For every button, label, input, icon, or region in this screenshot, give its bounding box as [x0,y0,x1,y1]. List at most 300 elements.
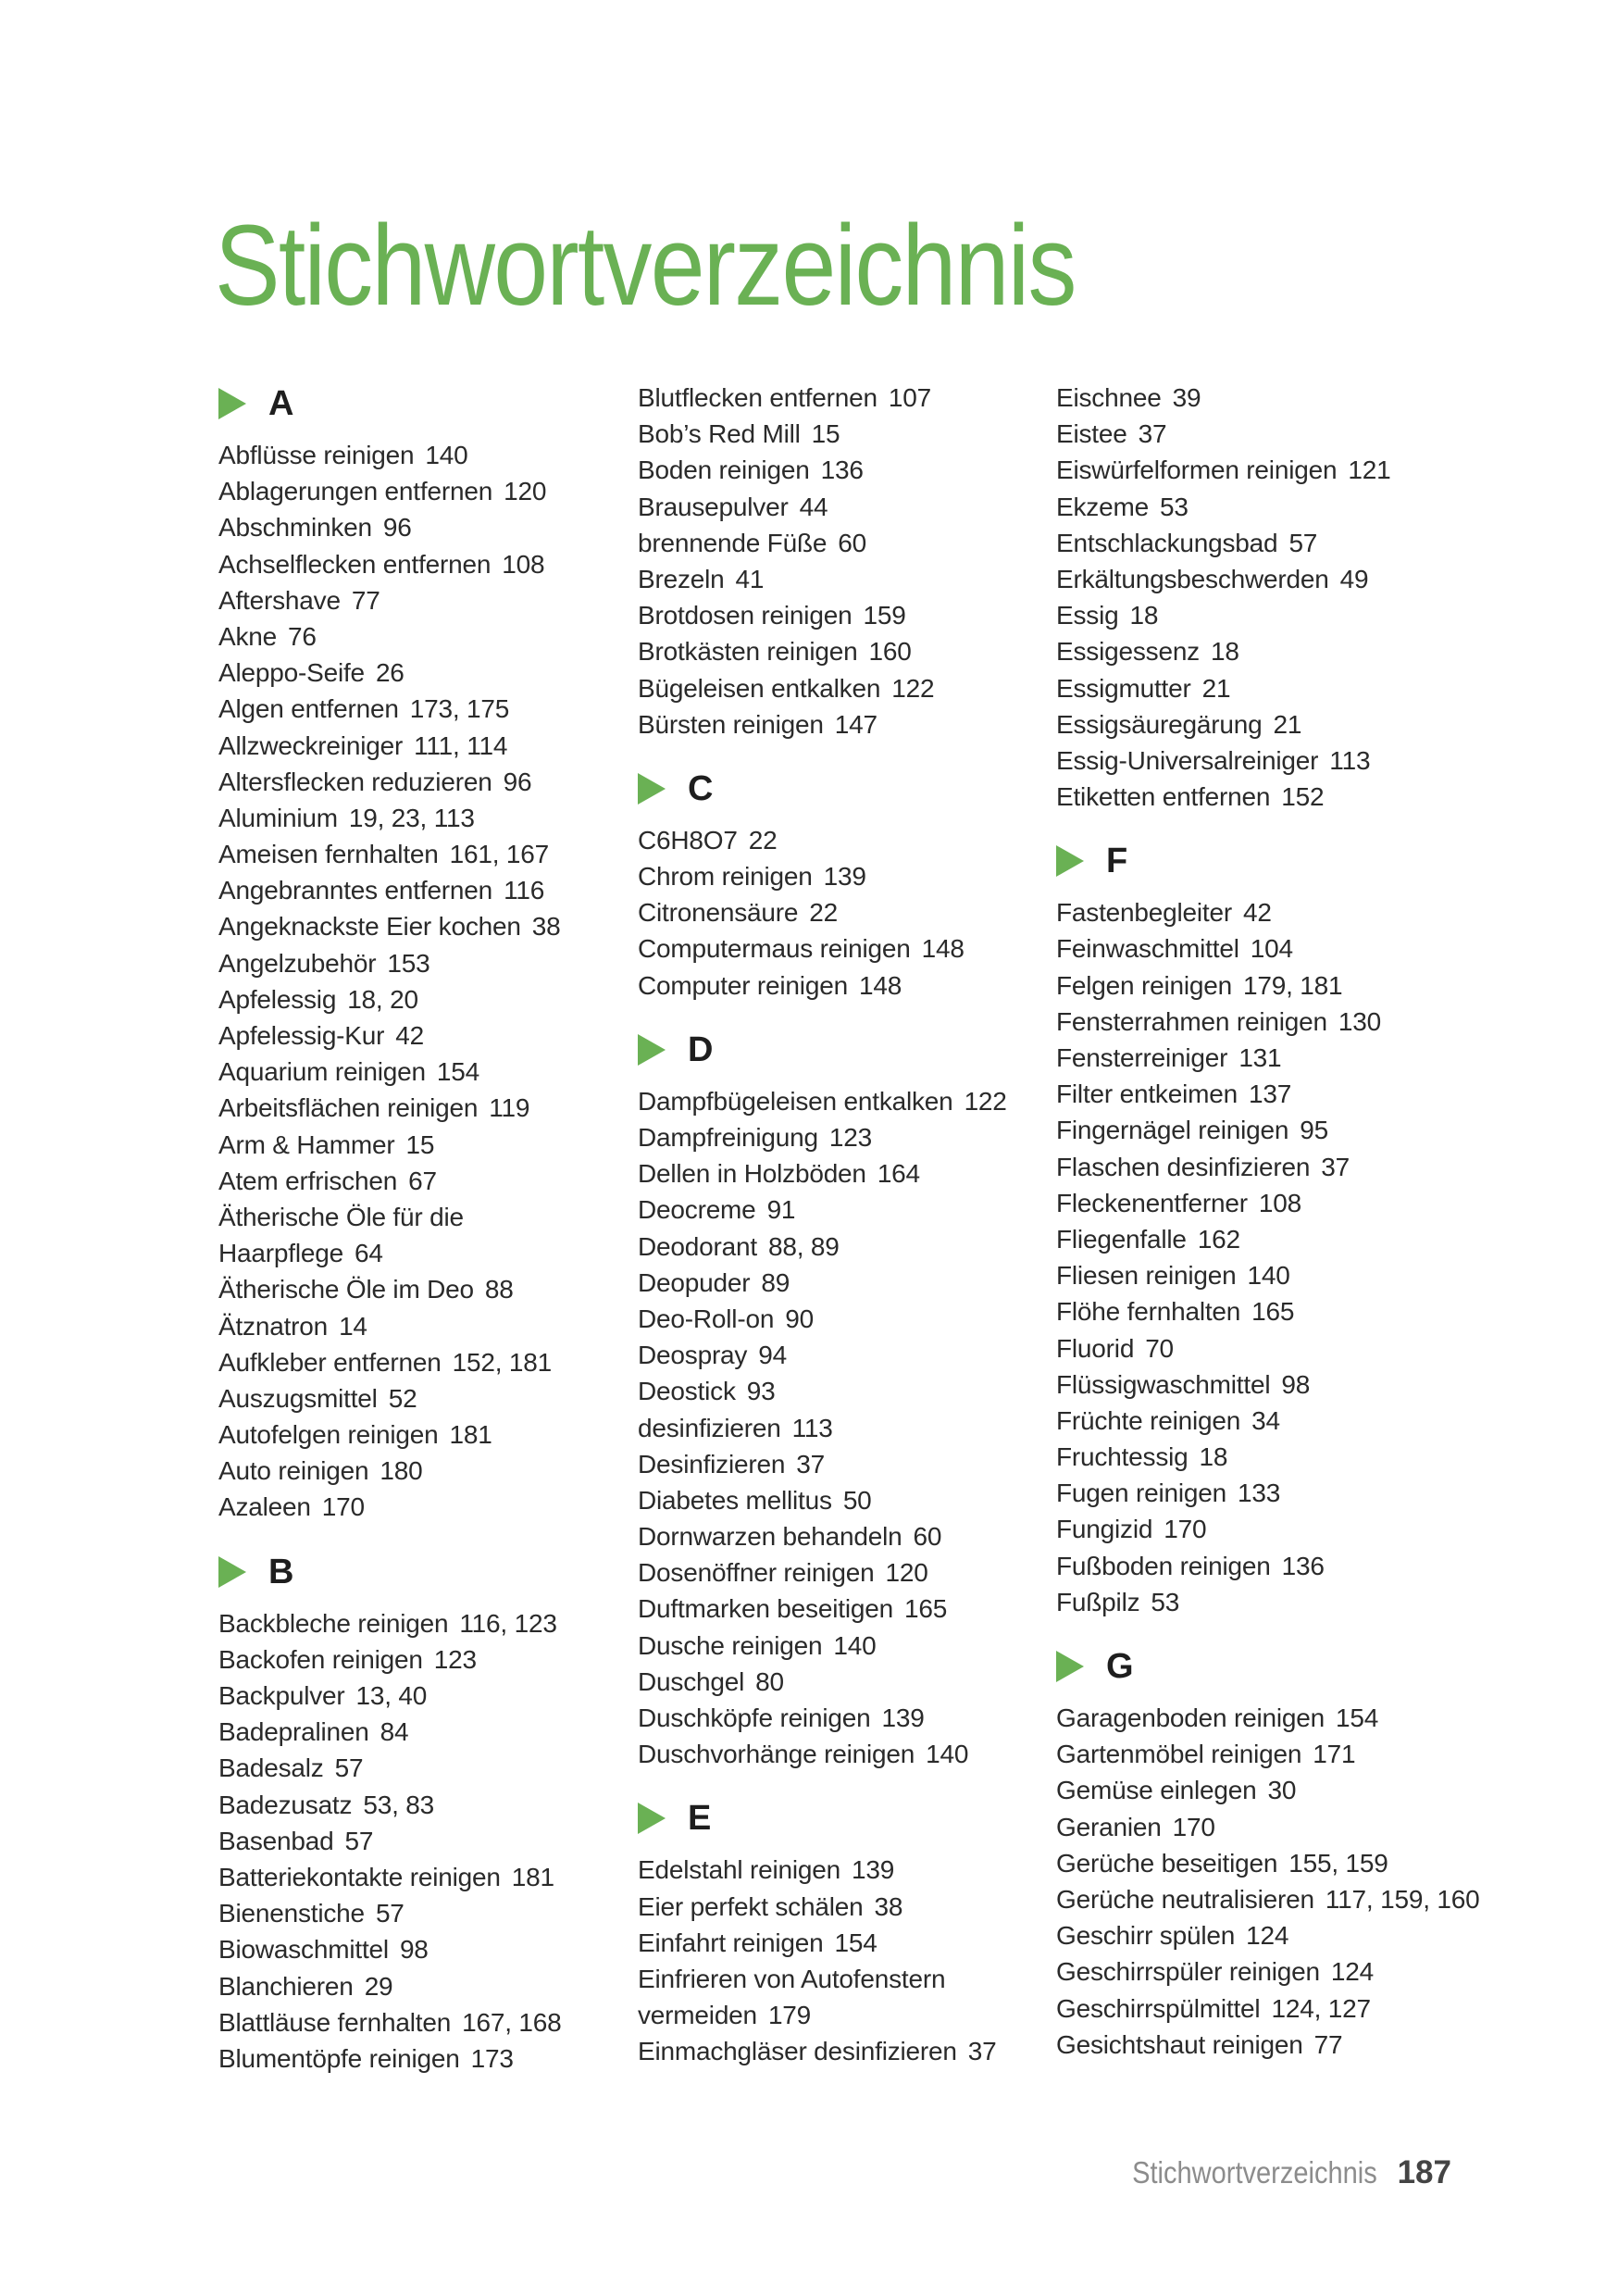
index-entry [218,1163,626,1199]
index-entry [218,1308,626,1344]
entry-term: Fliesen reinigen [1056,1261,1237,1291]
entry-pages: 30 [1267,1776,1297,1805]
entry-pages: 26 [375,658,404,688]
entry-pages: 76 [288,621,317,651]
entry-term: Bob’s Red Mill [638,419,801,449]
index-entry [638,1889,1045,1925]
entry-term: Ätherische Öle im Deo [218,1275,474,1304]
index-entry [638,1852,1045,1888]
index-entry [218,1199,626,1235]
entry-term: Eistee [1056,419,1127,449]
index-entry [1056,1772,1463,1808]
entry-term: Blanchieren [218,1971,354,2001]
triangle-arrow-icon [1056,1651,1084,1682]
entry-pages: 42 [395,1021,425,1050]
index-entry [218,800,626,836]
entry-pages: 140 [425,441,468,469]
entry-pages: 21 [1273,709,1302,739]
entry-term: Abschminken [218,513,372,543]
entry-pages: 15 [405,1129,435,1159]
entry-term: Essigmutter [1056,673,1191,703]
entry-pages: 170 [1172,1812,1215,1841]
index-entry [218,1714,626,1750]
index-entry [1056,1293,1463,1329]
entry-term: Fußpilz [1056,1587,1140,1616]
index-entry [1056,1990,1463,2027]
entry-pages: 57 [344,1826,374,1855]
entry-term: Arm & Hammer [218,1129,395,1159]
entry-term: Blumentöpfe reinigen [218,2043,460,2073]
index-entry [638,1925,1045,1961]
entry-pages: 57 [1288,528,1318,557]
index-entry [1056,1475,1463,1511]
index-entry [218,2004,626,2040]
index-entry [218,1931,626,1967]
index-entry [638,1482,1045,1518]
entry-term: Fastenbegleiter [1056,898,1233,928]
index-entry [218,2040,626,2077]
index-entry [218,945,626,981]
entry-pages: 164 [877,1159,920,1189]
entry-pages: 98 [399,1935,429,1965]
entry-term: Akne [218,621,278,651]
entry-pages: 152 [1281,782,1325,812]
entry-term: Dornwarzen behandeln [638,1522,902,1552]
index-entry [638,561,1045,597]
entry-pages: 173 [470,2043,514,2073]
entry-term: Entschlackungsbad [1056,528,1278,557]
entry-pages: 108 [1258,1188,1302,1217]
entry-pages: 67 [408,1166,437,1195]
entry-pages: 108 [502,549,545,579]
section-letter: B [268,1552,294,1591]
entry-pages: 38 [874,1891,903,1921]
section-header [638,1026,1045,1083]
entry-term: Altersflecken reduzieren [218,767,492,796]
entry-pages: 18 [1129,601,1159,630]
entry-term: Backpulver [218,1681,345,1710]
index-entry [1056,1953,1463,1990]
entry-pages: 44 [799,492,828,521]
entry-pages: 77 [1313,2029,1343,2059]
entry-term: Badesalz [218,1753,324,1783]
entry-term: brennende Füße [638,528,828,557]
entry-pages: 121 [1348,455,1391,485]
entry-pages: 117, 159, 160 [1325,1884,1480,1914]
entry-pages: 180 [380,1456,423,1486]
entry-term: Ätznatron [218,1311,329,1341]
entry-term: Fluorid [1056,1333,1135,1363]
index-entry [1056,1548,1463,1584]
entry-term: Badezusatz [218,1790,353,1819]
index-entry [1056,742,1463,779]
entry-term: Etiketten entfernen [1056,782,1271,812]
entry-term: Backofen reinigen [218,1644,423,1674]
index-entry [638,1265,1045,1301]
index-entry [1056,597,1463,633]
entry-term: Citronensäure [638,898,799,928]
triangle-arrow-icon [218,1556,246,1588]
entry-term: Früchte reinigen [1056,1405,1241,1435]
index-entry [1056,525,1463,561]
entry-pages: 153 [387,948,430,978]
entry-pages: 179 [767,2001,812,2030]
entry-pages: 37 [1138,419,1167,449]
entry-pages: 140 [926,1740,969,1769]
entry-term: Ätherische Öle für die [218,1202,464,1231]
triangle-arrow-icon [1056,845,1084,877]
entry-pages: 14 [339,1311,367,1341]
index-entry [638,1192,1045,1228]
section-header [638,765,1045,822]
index-entry [1056,706,1463,742]
entry-pages: 90 [785,1304,814,1333]
entry-term: Algen entfernen [218,694,399,724]
entry-pages: 94 [758,1341,787,1370]
entry-pages: 57 [334,1753,364,1783]
entry-term: Fingernägel reinigen [1056,1116,1289,1145]
index-entry [218,1787,626,1823]
index-entry [218,1344,626,1380]
entry-pages: 122 [964,1086,1007,1116]
entry-term: Duschvorhänge reinigen [638,1740,915,1769]
index-entry [218,1380,626,1416]
index-entry [218,1750,626,1786]
entry-pages: 124 [1246,1921,1289,1951]
entry-pages: 159 [863,601,906,630]
index-entry [638,1119,1045,1155]
index-entry [638,894,1045,930]
entry-term: Backbleche reinigen [218,1608,449,1638]
index-entry [638,858,1045,894]
entry-pages: 60 [913,1522,942,1552]
entry-term: Aufkleber entfernen [218,1347,442,1377]
entry-pages: 167, 168 [462,2007,562,2037]
entry-pages: 170 [1164,1515,1207,1544]
section-letter: A [268,384,294,423]
entry-pages: 88, 89 [767,1231,840,1261]
index-entry [1056,1511,1463,1547]
entry-pages: 21 [1201,673,1231,703]
index-entry [638,525,1045,561]
index-entry [1056,1439,1463,1475]
entry-term: Deo-Roll-on [638,1304,775,1333]
index-entry [638,597,1045,633]
index-entry [218,546,626,582]
entry-term: Gemüse einlegen [1056,1776,1257,1805]
index-entry [218,691,626,727]
index-entry [1056,489,1463,525]
entry-pages: 98 [1281,1369,1311,1399]
section-header [218,1548,626,1605]
entry-term: Deostick [638,1377,736,1406]
entry-pages: 96 [382,513,412,543]
entry-pages: 19, 23, 113 [348,803,475,832]
entry-pages: 154 [436,1057,479,1087]
index-entry [638,1155,1045,1192]
index-column-1 [218,380,626,2077]
index-entry [218,1859,626,1895]
entry-pages: 133 [1238,1479,1281,1508]
entry-pages: 57 [375,1899,404,1928]
index-entry [218,1895,626,1931]
entry-pages: 96 [503,767,532,796]
entry-pages: 15 [811,419,840,449]
entry-term: Dosenöffner reinigen [638,1558,875,1588]
entry-term: Allzweckreiniger [218,730,404,760]
entry-term: Flüssigwaschmittel [1056,1369,1271,1399]
entry-term: Desinfizieren [638,1449,786,1479]
index-entry [638,706,1045,742]
index-entry [218,1968,626,2004]
entry-pages: 154 [1336,1703,1379,1732]
entry-pages: 152, 181 [452,1347,552,1377]
triangle-arrow-icon [218,388,246,419]
entry-pages: 179, 181 [1243,970,1343,1000]
entry-pages: 148 [921,934,965,964]
index-entry [638,452,1045,488]
index-entry [638,1373,1045,1409]
entry-term: Dusche reinigen [638,1630,823,1660]
entry-term: Essig-Universalreiniger [1056,745,1319,775]
entry-pages: 124 [1330,1957,1374,1987]
entry-term: Boden reinigen [638,455,810,485]
index-entry [1056,1330,1463,1366]
entry-term: Essigessenz [1056,637,1200,667]
entry-pages: 80 [755,1666,784,1696]
entry-pages: 120 [885,1558,928,1588]
index-entry [1056,670,1463,706]
triangle-arrow-icon [638,773,666,805]
entry-pages: 120 [504,477,547,506]
index-entry [218,764,626,800]
index-entry [218,1678,626,1714]
index-entry [638,1997,1045,2033]
entry-term: Blattläuse fernhalten [218,2007,452,2037]
entry-pages: 113 [1329,745,1371,775]
entry-pages: 89 [761,1267,790,1297]
index-entry [1056,561,1463,597]
entry-pages: 171 [1313,1740,1356,1769]
entry-term: Biowaschmittel [218,1935,389,1965]
index-entry [218,618,626,655]
entry-term: desinfizieren [638,1413,781,1442]
entry-term: Edelstahl reinigen [638,1855,840,1885]
index-entry [218,728,626,764]
index-entry [638,1700,1045,1736]
entry-term: Deopuder [638,1267,751,1297]
index-entry [218,1090,626,1126]
entry-pages: 170 [321,1492,365,1522]
index-entry [638,633,1045,669]
index-column-2 [638,380,1045,2070]
index-entry [638,1229,1045,1265]
entry-pages: 139 [881,1703,925,1732]
index-entry [1056,1736,1463,1772]
index-entry [1056,1366,1463,1403]
section-header [218,380,626,437]
entry-term: Brezeln [638,564,725,593]
entry-term: Einfahrt reinigen [638,1928,824,1957]
entry-pages: 161, 167 [449,840,550,869]
entry-term: Gartenmöbel reinigen [1056,1740,1302,1769]
entry-term: Erkältungsbeschwerden [1056,564,1329,593]
entry-term: Geschirr spülen [1056,1921,1236,1951]
entry-pages: 136 [1281,1551,1325,1580]
entry-term: Aftershave [218,585,341,615]
entry-pages: 29 [364,1971,393,2001]
entry-pages: 111, 114 [414,730,508,760]
index-entry [1056,930,1463,967]
index-entry [638,489,1045,525]
entry-pages: 38 [531,912,561,942]
entry-pages: 49 [1339,564,1369,593]
entry-pages: 154 [834,1928,877,1957]
entry-pages: 95 [1300,1116,1329,1145]
entry-term: Badepralinen [218,1717,369,1747]
section-header [638,1794,1045,1852]
section-letter: F [1106,842,1128,881]
entry-term: Fußboden reinigen [1056,1551,1271,1580]
entry-pages: 136 [820,455,864,485]
entry-pages: 18 [1211,637,1239,667]
index-entry [1056,1584,1463,1620]
index-entry [1056,1917,1463,1953]
index-entry [638,930,1045,967]
entry-term: Geschirrspülmittel [1056,1993,1261,2023]
entry-pages: 140 [1247,1261,1290,1291]
entry-term: Computermaus reinigen [638,934,911,964]
entry-pages: 155, 159 [1288,1848,1388,1878]
entry-pages: 53 [1151,1587,1180,1616]
entry-pages: 173, 175 [409,694,510,724]
entry-term: Eier perfekt schälen [638,1891,864,1921]
entry-term: Feinwaschmittel [1056,934,1239,964]
index-entry [638,1664,1045,1700]
entry-term: Atem erfrischen [218,1166,398,1195]
footer-label: Stichwortverzeichnis [1131,2155,1377,2190]
entry-term: Dellen in Holzböden [638,1159,866,1189]
entry-term: Brotkästen reinigen [638,637,858,667]
entry-pages: 53 [1159,492,1189,521]
entry-term: Azaleen [218,1492,311,1522]
entry-term: Dampfreinigung [638,1123,818,1152]
entry-pages: 84 [380,1717,409,1747]
entry-pages: 37 [967,2037,997,2066]
index-entry [218,1054,626,1090]
entry-term: Eischnee [1056,383,1162,412]
entry-pages: 37 [1321,1152,1350,1181]
entry-pages: 131 [1238,1043,1282,1072]
entry-term: Brotdosen reinigen [638,601,853,630]
entry-pages: 39 [1172,383,1201,412]
entry-pages: 162 [1197,1224,1240,1254]
index-entry [638,967,1045,1004]
index-entry [218,1823,626,1859]
entry-pages: 119 [489,1093,530,1123]
index-entry [638,1554,1045,1591]
entry-pages: 18, 20 [347,984,418,1014]
entry-pages: 22 [748,825,778,855]
index-entry [638,1446,1045,1482]
entry-term: Angeknackste Eier kochen [218,912,521,942]
index-entry [1056,1881,1480,1917]
entry-term: Diabetes mellitus [638,1485,832,1515]
entry-term: C6H8O7 [638,825,738,855]
entry-pages: 123 [828,1123,872,1152]
index-entry [1056,967,1463,1004]
index-entry [218,1489,626,1525]
entry-pages: 107 [888,383,931,412]
index-entry [1056,894,1463,930]
index-entry [218,1235,626,1271]
index-entry [218,981,626,1017]
entry-term: Abflüsse reinigen [218,441,415,469]
entry-term: Bügeleisen entkalken [638,673,881,703]
entry-pages: 50 [842,1485,872,1515]
entry-term: Geschirrspüler reinigen [1056,1957,1320,1987]
index-entry [218,1416,626,1453]
index-entry [638,822,1045,858]
entry-term: Duschgel [638,1666,745,1696]
index-entry [1056,1185,1463,1221]
entry-pages: 88 [484,1275,514,1304]
entry-term: Fungizid [1056,1515,1153,1544]
entry-term: Fruchtessig [1056,1442,1189,1472]
entry-pages: 64 [354,1239,383,1268]
entry-term: Flaschen desinfizieren [1056,1152,1311,1181]
index-entry [1056,1149,1463,1185]
entry-pages: 91 [766,1195,796,1225]
entry-term: vermeiden [638,2001,757,2030]
entry-term: Ekzeme [1056,492,1149,521]
index-entry [1056,416,1463,452]
index-entry [638,2033,1045,2069]
entry-term: Essig [1056,601,1119,630]
page-title: Stichwortverzeichnis [215,203,1076,330]
entry-term: Felgen reinigen [1056,970,1233,1000]
index-entry [218,1017,626,1054]
index-entry [218,655,626,691]
entry-pages: 165 [1251,1297,1295,1327]
entry-pages: 93 [746,1377,776,1406]
entry-pages: 53, 83 [363,1790,434,1819]
section-header [1056,1642,1463,1700]
index-entry [638,380,1045,416]
entry-term: Duschköpfe reinigen [638,1703,871,1732]
entry-pages: 70 [1145,1333,1174,1363]
entry-term: Arbeitsflächen reinigen [218,1093,479,1123]
entry-term: Flöhe fernhalten [1056,1297,1241,1327]
index-entry [1056,1076,1463,1112]
index-entry [638,1337,1045,1373]
entry-term: Garagenboden reinigen [1056,1703,1326,1732]
index-entry [218,1127,626,1163]
index-entry [218,1271,626,1307]
entry-pages: 60 [838,528,866,557]
index-entry [218,437,626,473]
index-entry [638,1736,1045,1772]
entry-term: Fleckenentferner [1056,1188,1248,1217]
index-entry [218,1605,626,1641]
entry-pages: 52 [388,1383,417,1413]
index-entry [218,473,626,509]
entry-term: Aluminium [218,803,338,832]
entry-pages: 13, 40 [355,1681,428,1710]
index-entry [1056,1809,1463,1845]
triangle-arrow-icon [638,1034,666,1066]
entry-pages: 139 [823,862,866,892]
